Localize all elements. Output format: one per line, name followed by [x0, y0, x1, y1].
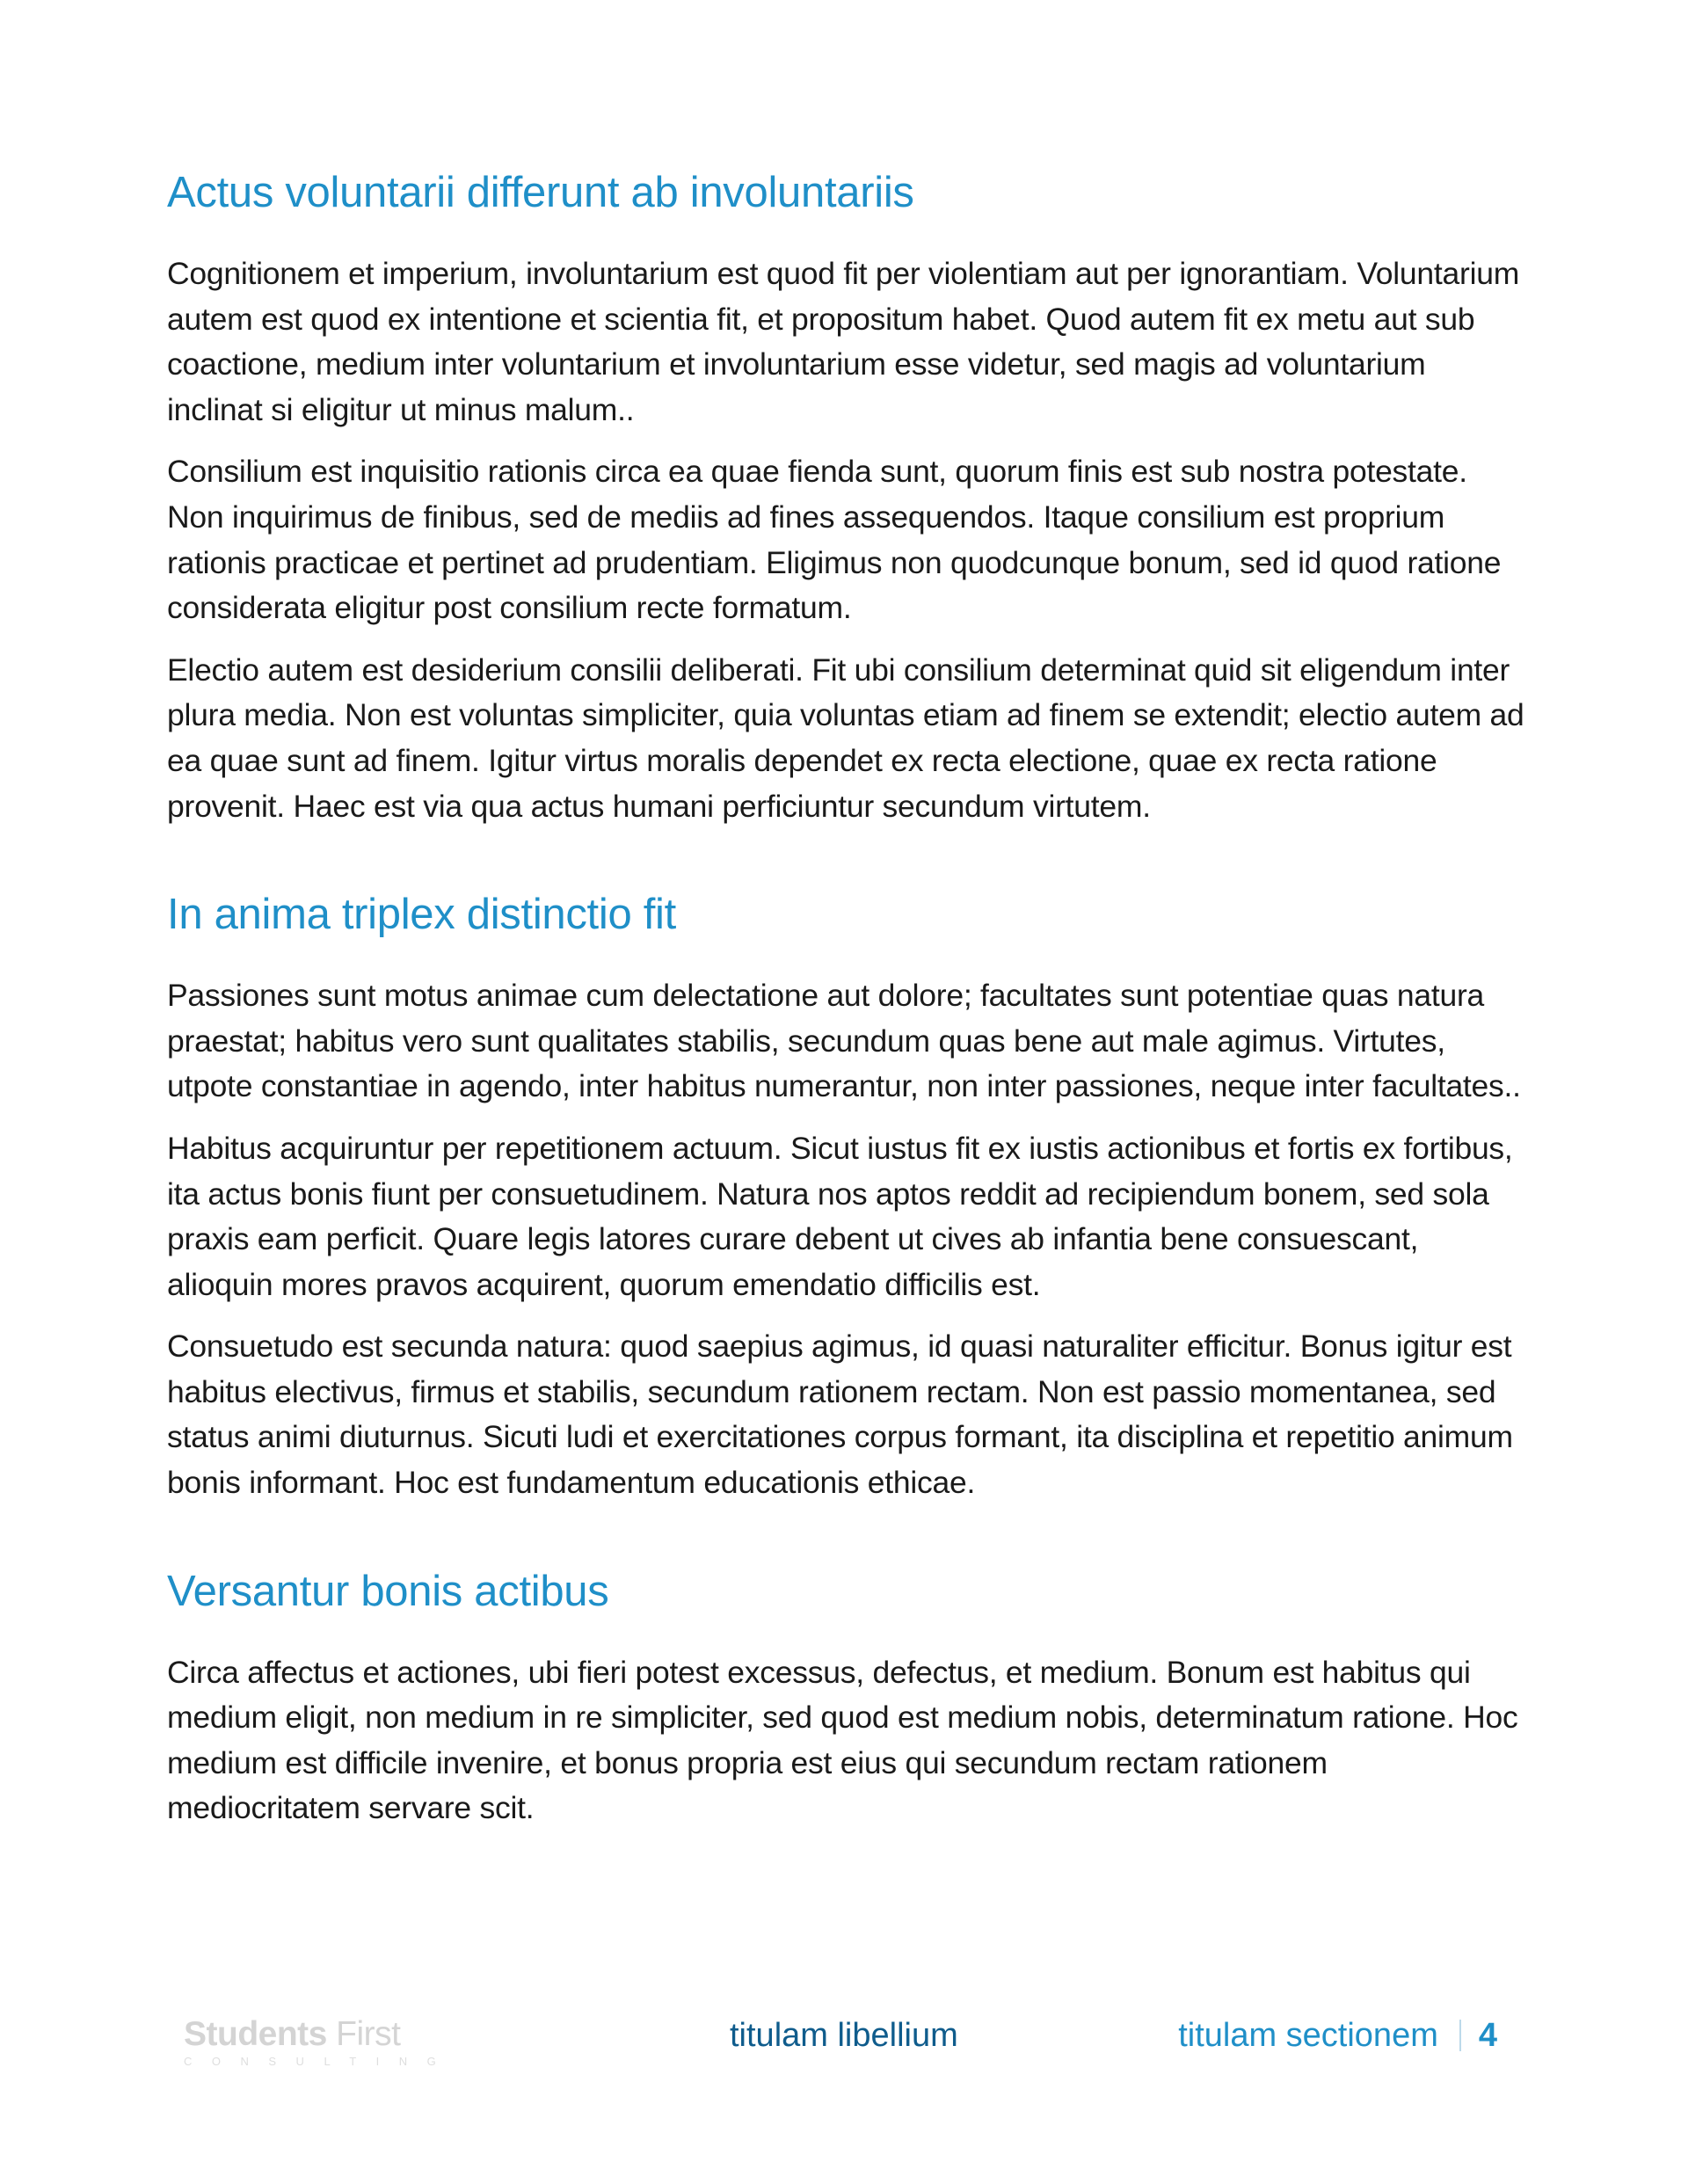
logo-name-light: First [326, 2015, 401, 2053]
paragraph: Electio autem est desiderium consilii deliberati. Fit ubi consilium determinat quid sit eligendum inter plura media. Non est voluntas simpliciter, quia voluntas etiam ad finem se extendit; electio autem ad ea quae sunt ad finem. Igitur virtus moralis dependet ex recta electione, quae ex recta ratione provenit. Haec est via qua actus humani perficiuntur secundum virtutem. [167, 652, 1524, 824]
footer-document-title: titulam libellium [730, 2017, 958, 2054]
section-heading: Versantur bonis actibus [167, 1567, 609, 1615]
paragraph: Cognitionem et imperium, involuntarium est quod fit per violentiam aut per ignorantiam. Voluntarium autem est quod ex intentione et scientia fit, et propositum habet. Quod autem fit ex metu aut sub coactione, medium inter voluntarium et involuntarium esse videtur, sed magis ad voluntarium inclinat si eligitur ut minus malum.. [167, 256, 1520, 427]
logo-subtitle: CONSULTING [184, 2055, 456, 2068]
paragraph: Consilium est inquisitio rationis circa ea quae fienda sunt, quorum finis est sub nostra potestate. Non inquirimus de finibus, sed de mediis ad fines assequendos. Itaque consilium est proprium rationis practicae et pertinet ad prudentiam. Eligimus non quodcunque bonum, sed id quod ratione considerata eligitur post consilium recte formatum. [167, 454, 1502, 626]
section-heading: In anima triplex distinctio fit [167, 891, 676, 939]
section-heading: Actus voluntarii differunt ab involuntariis [167, 169, 914, 216]
paragraph: Consuetudo est secunda natura: quod saepius agimus, id quasi naturaliter efficitur. Bonus igitur est habitus electivus, firmus et stabilis, secundum rationem rectam. Non est passio momentanea, sed status animi diuturnus. Sicuti ludi et exercitationes corpus formant, ita disciplina et repetitio animum bonis informant. Hoc est fundamentum educationis ethicae. [167, 1329, 1513, 1501]
section-in-anima [167, 887, 1525, 1506]
footer-divider [1459, 2020, 1461, 2051]
section-versantur [167, 1564, 1525, 1831]
company-logo [184, 2015, 456, 2069]
page-footer [0, 2015, 1688, 2094]
logo-name-bold: Students [184, 2015, 327, 2053]
section-actus-voluntarii [167, 165, 1525, 829]
paragraph: Habitus acquiruntur per repetitionem actuum. Sicut iustus fit ex iustis actionibus et fortis ex fortibus, ita actus bonis fiunt per consuetudinem. Natura nos aptos reddit ad recipiendum bonem, sed sola praxis eam perficit. Quare legis latores curare debent ut cives ab infantia bene consuescant, alioquin mores pravos acquirent, quorum emendatio difficilis est. [167, 1130, 1513, 1302]
footer-section-info [1178, 2015, 1497, 2056]
page-content [167, 165, 1525, 1831]
paragraph: Passiones sunt motus animae cum delectatione aut dolore; facultates sunt potentiae quas natura praestat; habitus vero sunt qualitates stabilis, secundum quas bene aut male agimus. Virtutes, utpote constantiae in agendo, inter habitus numerantur, non inter passiones, neque inter facultates.. [167, 978, 1521, 1104]
paragraph: Circa affectus et actiones, ubi fieri potest excessus, defectus, et medium. Bonum est habitus qui medium eligit, non medium in re simpliciter, sed quod est medium nobis, determinatum ratione. Hoc medium est difficile invenire, et bonus propria est eius qui secundum rectam rationem mediocritatem servare scit. [167, 1654, 1518, 1826]
footer-section-title: titulam sectionem [1178, 2017, 1438, 2054]
page-number: 4 [1478, 2017, 1497, 2054]
logo-wordmark [184, 2015, 421, 2054]
